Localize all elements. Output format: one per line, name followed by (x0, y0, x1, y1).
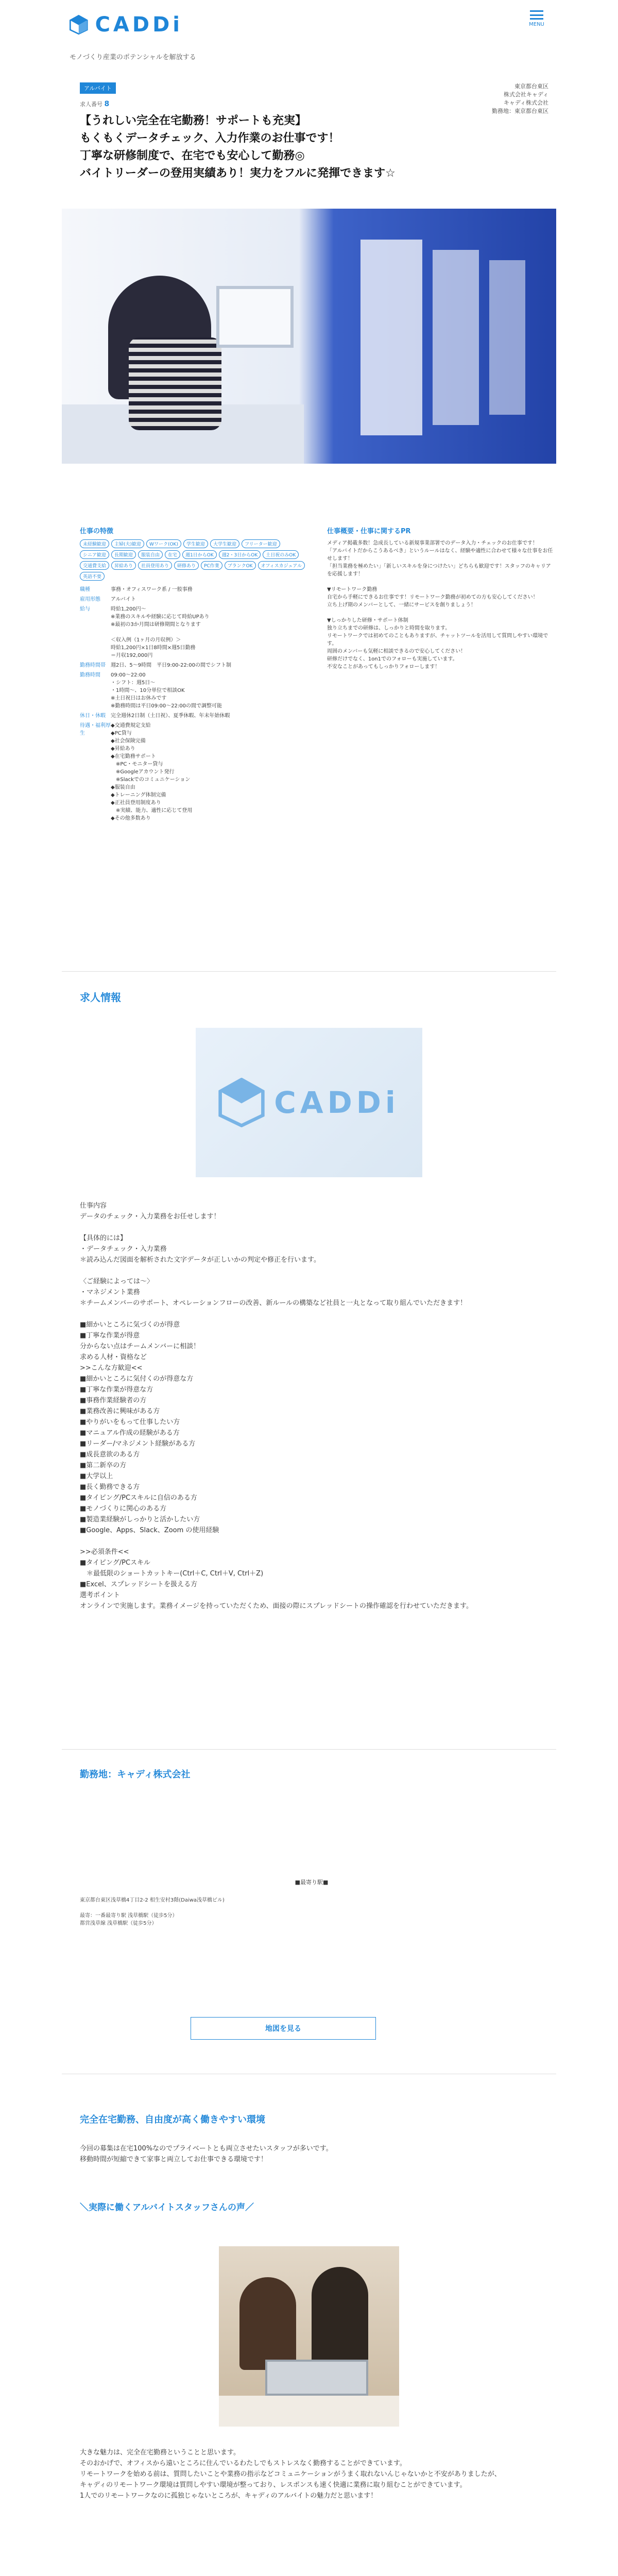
spec-value: ◆交通費規定支給 ◆PC貸与 ◆社会保険完備 ◆昇給あり ◆在宅勤務サポート ※PC・モニター貸与 ※Googleアカウント発行 ※Slackでのコミュニケーション ◆服装自由 ◆トレーニング体制完備 ◆正社員登用制度あり ※実績、能力、適性に応じて登用 ◆その他多数あり (111, 723, 193, 821)
feature-chip: オフィスカジュアル (258, 561, 305, 570)
company-line: 東京都台東区 (514, 83, 548, 90)
company-line: 勤務地：東京都台東区 (492, 108, 548, 114)
spec-label: 勤務時間帯 (80, 663, 106, 668)
job-title-line: もくもくデータチェック、入力作業のお仕事です！ (80, 132, 340, 145)
spec-label: 勤務時間 (80, 672, 100, 678)
feature-chip: 服装自由 (138, 550, 163, 559)
job-header (80, 82, 548, 182)
recruit-body: 仕事内容 データのチェック・入力業務をお任せします！ 【具体的には】 ・データチェック・入力業務 ＊読み込んだ図面を解析された文字データが正しいかの判定や修正を行います。 〈ご経験によっては〜〉 ・マネジメント業務 ＊チームメンバーのサポート、オペレーションフローの改善、新ルールの構築など社員と一丸となって取り組んでいただきます！ ■細かいところに気づくのが得意 ■丁寧な作業が得意 分からない点はチームメンバーに相談！ 求める人材・資格など >>こんな方歓迎<< ■細かいところに気付くのが得意な方 ■丁寧な作業が得意な方 ■事務作業経験者の方 ■業務改善に興味がある方 ■やりがいをもって仕事したい方 ■マニュアル作成の経験がある方 ■リーダー/マネジメント経験がある方 ■成長意欲のある方 ■第二新卒の方 ■大学以上 ■長く勤務できる方 ■タイピング/PCスキルに自信のある方 ■モノづくりに関心のある方 ■製造業経験がしっかりと活かしたい方 ■Google、Apps、Slack、Zoom の使用経験 >>必須条件<< ■タイピング/PCスキル ＊最低限のショートカットキー(Ctrl＋C, Ctrl＋V, Ctrl＋Z) ■Excel、スプレッドシートを扱える方 選考ポイント オンラインで実施します。業務イメージを持っていただくため、面接の際にスプレッドシートの操作確認を行わせていただきます。 (80, 1202, 473, 1610)
recruit-heading: 求人情報 (80, 991, 121, 1004)
recruit-logo-text: CADDi (274, 1085, 400, 1120)
spec-label: 待遇・福利厚生 (80, 723, 111, 736)
site-logo[interactable] (70, 9, 183, 40)
cube-logo-icon (70, 10, 88, 40)
spec-value: アルバイト (111, 597, 136, 602)
voice-text: 大きな魅力は、完全在宅勤務ということと思います。 そのおかげで、オフィスから遠いところに住んでいるわたしでもストレスなく勤務することができています。 リモートワークを始める前は、質問したいことや業務の指示などコミュニケーションがうまく取れないんじゃないかと不安がありましたが、 キャディのリモートワーク環境は質問しやすい環境が整っており、レスポンスも速く快適に業務に取り組むことができています。 1人でのリモートワークなのに孤独じゃないところが、キャディのアルバイトの魅力だと思います！ (80, 2449, 501, 2500)
job-id (80, 100, 548, 108)
site-tagline: モノづくり産業のポテンシャルを解放する (70, 54, 196, 61)
staff-photo (219, 2246, 399, 2427)
photo-office-glass (489, 260, 525, 415)
company-summary (492, 82, 548, 115)
spec-value: 完全週休2日制（土日祝）、夏季休暇、年末年始休暇 (111, 713, 230, 719)
job-id-number: 8 (104, 100, 110, 108)
feature-chip: 主婦(夫)歓迎 (111, 539, 144, 548)
feature-chip: PC作業 (201, 561, 222, 570)
features-heading: 仕事の特徴 (80, 528, 114, 535)
divider (62, 971, 556, 972)
photo-office-glass (360, 240, 422, 435)
feature-chip: 長期歓迎 (111, 550, 136, 559)
pr-column (327, 526, 554, 671)
spec-value: 週2日、5〜9時間 平日9:00-22:00の間でシフト制 (111, 663, 231, 668)
photo-desk (219, 2396, 399, 2427)
spec-label: 雇用形態 (80, 597, 100, 602)
company-line: キャディ株式会社 (503, 99, 548, 106)
spec-label: 休日・休暇 (80, 713, 106, 719)
feature-chip: 学生歓迎 (183, 539, 208, 548)
pr-text: メディア掲載多数！急成長している新規事業部署でのデータ入力・チェックのお仕事です！ 「アルバイトだからこうあるべき」というルールはなく、経験や適性に合わせて様々な仕事をお任せします！ 「担当業務を極めたい」「新しいスキルを身につけたい」どちらも歓迎です！スタッフのキャリアを応援します！ ▼リモートワーク勤務 自宅から手軽にできるお仕事です！リモートワーク勤務が初めての方も安心してください！ 立ち上げ期のメンバーとして、一緒にサービスを創りましょう！ ▼しっかりした研修・サポート体制 独り立ちまでの研修は、しっかりと時間を取ります。 リモートワークでは初めてのこともありますが、チャットツールを活用して質問しやすい環境です。 周囲のメンバーも気軽に相談できるので安心してください！ 研修だけでなく、1on1でのフォローも実施しています。 不安なことがあってもしっかりフォローします！ (327, 540, 553, 670)
job-title-line: 丁寧な研修制度で、在宅でも安心して勤務◎ (80, 149, 305, 162)
address-text: 東京都台東区浅草橋4丁目2-2 相生安村3階(Daiwa浅草橋ビル) 最寄：一番最寄り駅 浅草橋駅（徒歩5分） 都営浅草線 浅草橋駅（徒歩5分） (80, 1897, 225, 1926)
spec-value: 事務・オフィスワーク系 / 一般事務 (111, 587, 193, 592)
main-photo (62, 209, 556, 464)
photo-person (239, 2277, 296, 2370)
feature-chip: 週2・3日からOK (219, 550, 261, 559)
employment-type-badge: アルバイト (80, 82, 116, 94)
feature-chip: 交通費支給 (80, 561, 109, 570)
divider (62, 1749, 556, 1750)
job-title (80, 112, 548, 182)
feature-chip: 週1日からOK (182, 550, 217, 559)
location-heading: 勤務地：キャディ株式会社 (80, 1769, 191, 1780)
feature-chip: Wワーク(OK) (146, 539, 181, 548)
feature-chip: 昇給あり (111, 561, 136, 570)
pr-heading: 仕事概要・仕事に関するPR (327, 528, 411, 535)
feature-chip: フリーター歓迎 (242, 539, 280, 548)
feature-chip: 土日祝のみOK (263, 550, 299, 559)
feature-chip: 在宅 (165, 550, 180, 559)
logo-text: CADDi (95, 13, 183, 37)
feature-chip: 研修あり (174, 561, 199, 570)
feature-chip: 社員登用あり (138, 561, 172, 570)
photo-person (312, 2267, 368, 2365)
view-map-button[interactable]: 地図を見る (191, 2017, 376, 2040)
voice-heading: ＼実際に働くアルバイトスタッフさんの声／ (80, 2202, 254, 2213)
spec-value: 時給1,200円〜 ※業務のスキルや経験に応じて時給UPあり ※最初の3か月間は研修期間となります ＜収入例（1ヶ月の月収例）＞ 時給1,200円×1日8時間×週5日勤務 ＝月収192,000円 (111, 606, 210, 658)
job-spec-table (80, 586, 306, 822)
map-title: ■最寄り駅■ (295, 1879, 329, 1886)
feature-chip: 英語不要 (80, 572, 105, 581)
map-area (80, 1878, 543, 1927)
features-column (80, 526, 306, 822)
photo-laptop (265, 2360, 368, 2396)
job-title-line: バイトリーダーの登用実績あり！実力をフルに発揮できます☆ (80, 167, 396, 180)
cube-logo-icon (218, 1078, 265, 1127)
feature-chip: 未経験歓迎 (80, 539, 109, 548)
photo-monitor (216, 286, 294, 348)
hamburger-icon (530, 10, 543, 20)
remote-heading: 完全在宅勤務、自由度が高く働きやすい環境 (80, 2114, 265, 2125)
feature-chips (80, 539, 306, 581)
photo-shirt (129, 337, 221, 430)
spec-label: 職種 (80, 587, 90, 592)
spec-value: 09:00〜22:00 ・シフト：週5日〜 ・1時間〜、10分単位で相談OK ※土日祝日はお休みです ※勤務時間は平日09:00〜22:00の間で調整可能 (111, 672, 222, 709)
job-title-line: 【うれしい完全在宅勤務！サポートも充実】 (80, 114, 307, 127)
spec-label: 給与 (80, 606, 90, 612)
site-header (0, 0, 618, 67)
photo-office-glass (433, 250, 479, 425)
company-line: 株式会社キャディ (503, 91, 548, 98)
feature-chip: シニア歓迎 (80, 550, 109, 559)
menu-button[interactable] (526, 10, 547, 27)
feature-chip: 大学生歓迎 (210, 539, 239, 548)
job-id-label: 求人番号 (80, 101, 102, 108)
feature-chip: ブランクOK (225, 561, 256, 570)
recruit-logo-image (196, 1028, 422, 1177)
menu-label: MENU (529, 22, 544, 27)
remote-text: 今回の募集は在宅100%なのでプライベートとも両立させたいスタッフが多いです。 移動時間が短縮できて家事と両立してお仕事できる環境です！ (80, 2145, 333, 2163)
